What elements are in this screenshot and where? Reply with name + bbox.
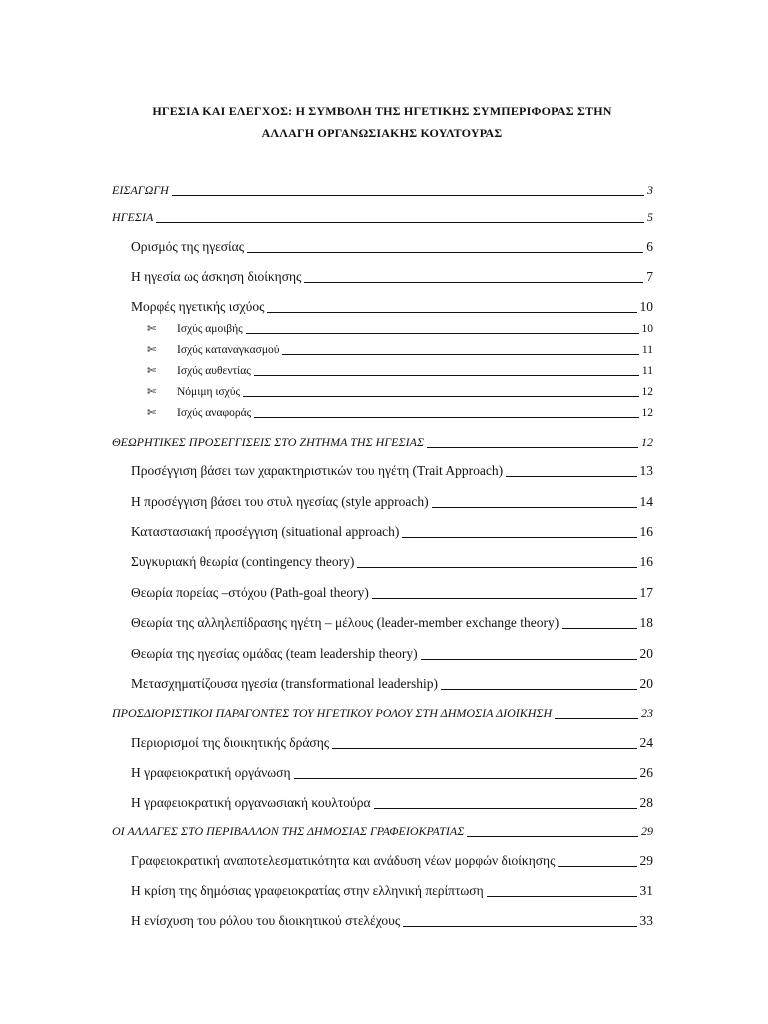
- toc-leader: [562, 628, 636, 629]
- toc-page-number: 29: [639, 853, 653, 868]
- toc-page-number: 31: [639, 883, 653, 898]
- toc-leader: [246, 333, 639, 334]
- toc-entry[interactable]: [131, 883, 653, 899]
- toc-entry-title: Ισχύς αναφοράς: [177, 407, 252, 419]
- toc-entry-title: Θεωρία της αλληλεπίδρασης ηγέτη – μέλους (leader-member exchange theory): [131, 615, 560, 630]
- toc-leader: [282, 354, 638, 355]
- toc-entry-title: Μορφές ηγετικής ισχύος: [131, 299, 265, 314]
- document-title-line-2: ΑΛΛΑΓΗ ΟΡΓΑΝΩΣΙΑΚΗΣ ΚΟΥΛΤΟΥΡΑΣ: [261, 126, 503, 140]
- toc-entry[interactable]: [147, 343, 653, 356]
- toc-entry-title: Η ενίσχυση του ρόλου του διοικητικού στελέχους: [131, 913, 401, 928]
- toc-page-number: 10: [641, 323, 653, 335]
- toc-entry-title: Περιορισμοί της διοικητικής δράσης: [131, 735, 330, 750]
- toc-leader: [294, 778, 637, 779]
- toc-entry[interactable]: [112, 210, 653, 225]
- toc-page-number: 13: [639, 463, 653, 478]
- scissors-icon: ✄: [147, 365, 157, 377]
- toc-leader: [372, 598, 637, 599]
- toc-entry[interactable]: [131, 646, 653, 662]
- toc-entry-title: Προσέγγιση βάσει των χαρακτηριστικών του ηγέτη (Trait Approach): [131, 463, 504, 478]
- toc-leader: [441, 689, 637, 690]
- toc-entry-title: Η ηγεσία ως άσκηση διοίκησης: [131, 269, 302, 284]
- toc-leader: [467, 836, 638, 837]
- toc-page-number: 3: [647, 183, 653, 197]
- toc-page-number: 7: [646, 269, 653, 284]
- toc-entry-title: Η γραφειοκρατική οργάνωση: [131, 765, 291, 780]
- toc-leader: [243, 396, 638, 397]
- toc-entry[interactable]: [147, 322, 653, 335]
- toc-page-number: 20: [639, 646, 653, 661]
- toc-entry[interactable]: [131, 494, 653, 510]
- toc-page-number: 14: [639, 494, 653, 509]
- toc-entry-title: Ορισμός της ηγεσίας: [131, 239, 245, 254]
- toc-entry[interactable]: [131, 524, 653, 540]
- toc-page-number: 12: [641, 407, 653, 419]
- toc-entry[interactable]: [147, 406, 653, 419]
- toc-entry[interactable]: [131, 615, 653, 631]
- toc-entry[interactable]: [131, 585, 653, 601]
- toc-entry[interactable]: [147, 364, 653, 377]
- toc-leader: [304, 282, 643, 283]
- document-title-line-1: ΗΓΕΣΙΑ ΚΑΙ ΕΛΕΓΧΟΣ: Η ΣΥΜΒΟΛΗ ΤΗΣ ΗΓΕΤΙΚΗΣ ΣΥΜΠΕΡΙΦΟΡΑΣ ΣΤΗΝ: [152, 104, 612, 118]
- toc-leader: [487, 896, 637, 897]
- toc-page-number: 11: [641, 344, 653, 356]
- toc-leader: [332, 748, 636, 749]
- toc-entry-title: Η κρίση της δημόσιας γραφειοκρατίας στην ελληνική περίπτωση: [131, 883, 484, 898]
- toc-entry[interactable]: [131, 269, 653, 285]
- toc-leader: [427, 447, 638, 448]
- toc-entry[interactable]: [112, 183, 653, 198]
- toc-page-number: 29: [641, 824, 653, 838]
- toc-entry-title: ΕΙΣΑΓΩΓΗ: [112, 183, 169, 197]
- toc-leader: [421, 659, 637, 660]
- toc-page-number: 26: [639, 765, 653, 780]
- toc-entry-title: ΗΓΕΣΙΑ: [112, 210, 154, 224]
- toc-entry-title: ΠΡΟΣΔΙΟΡΙΣΤΙΚΟΙ ΠΑΡΑΓΟΝΤΕΣ ΤΟΥ ΗΓΕΤΙΚΟΥ ΡΟΛΟΥ ΣΤΗ ΔΗΜΟΣΙΑ ΔΙΟΙΚΗΣΗ: [112, 706, 553, 720]
- toc-leader: [254, 375, 639, 376]
- toc-entry[interactable]: [131, 795, 653, 811]
- toc-page-number: 11: [641, 365, 653, 377]
- toc-entry[interactable]: [112, 435, 653, 450]
- toc-entry-title: ΘΕΩΡΗΤΙΚΕΣ ΠΡΟΣΕΓΓΙΣΕΙΣ ΣΤΟ ΖΗΤΗΜΑ ΤΗΣ ΗΓΕΣΙΑΣ: [112, 435, 425, 449]
- toc-entry[interactable]: [147, 385, 653, 398]
- toc-leader: [254, 417, 638, 418]
- toc-page-number: 24: [639, 735, 653, 750]
- toc-leader: [247, 252, 643, 253]
- toc-entry[interactable]: [131, 765, 653, 781]
- toc-leader: [374, 808, 637, 809]
- toc-page-number: 23: [641, 706, 653, 720]
- toc-leader: [432, 507, 637, 508]
- toc-entry[interactable]: [131, 853, 653, 869]
- toc-entry-title: Ισχύς αυθεντίας: [177, 365, 251, 377]
- toc-entry[interactable]: [131, 554, 653, 570]
- toc-leader: [402, 537, 636, 538]
- toc-entry-title: Θεωρία της ηγεσίας ομάδας (team leadership theory): [131, 646, 418, 661]
- toc-leader: [403, 926, 636, 927]
- toc-page-number: 33: [639, 913, 653, 928]
- toc-entry[interactable]: [112, 824, 653, 839]
- toc-entry-title: Ισχύς αμοιβής: [177, 323, 243, 335]
- toc-page-number: 12: [641, 435, 653, 449]
- toc-entry-title: Γραφειοκρατική αναποτελεσματικότητα και ανάδυση νέων μορφών διοίκησης: [131, 853, 556, 868]
- toc-entry[interactable]: [131, 913, 653, 929]
- toc-entry[interactable]: [131, 463, 653, 479]
- toc-leader: [172, 195, 644, 196]
- toc-page-number: 17: [639, 585, 653, 600]
- toc-page-number: 5: [647, 210, 653, 224]
- toc-entry-title: Θεωρία πορείας –στόχου (Path-goal theory): [131, 585, 369, 600]
- toc-leader: [357, 567, 636, 568]
- toc-leader: [555, 718, 638, 719]
- toc-leader: [267, 312, 636, 313]
- toc-entry-title: Η γραφειοκρατική οργανωσιακή κουλτούρα: [131, 795, 371, 810]
- toc-entry[interactable]: [131, 299, 653, 315]
- toc-entry[interactable]: [131, 735, 653, 751]
- toc-page-number: 10: [639, 299, 653, 314]
- toc-entry-title: Ισχύς καταναγκασμού: [177, 344, 280, 356]
- toc-page-number: 6: [646, 239, 653, 254]
- toc-page-number: 12: [641, 386, 653, 398]
- toc-leader: [156, 222, 644, 223]
- toc-entry-title: Η προσέγγιση βάσει του στυλ ηγεσίας (style approach): [131, 494, 429, 509]
- toc-page-number: 20: [639, 676, 653, 691]
- toc-page-number: 16: [639, 554, 653, 569]
- toc-leader: [506, 476, 636, 477]
- toc-entry[interactable]: [112, 706, 653, 721]
- toc-entry-title: Νόμιμη ισχύς: [177, 386, 241, 398]
- scissors-icon: ✄: [147, 407, 157, 419]
- toc-page-number: 16: [639, 524, 653, 539]
- toc-entry-title: Συγκυριακή θεωρία (contingency theory): [131, 554, 355, 569]
- toc-entry[interactable]: [131, 239, 653, 255]
- scissors-icon: ✄: [147, 323, 157, 335]
- toc-entry-title: Μετασχηματίζουσα ηγεσία (transformational leadership): [131, 676, 438, 691]
- toc-entry[interactable]: [131, 676, 653, 692]
- toc-entry-title: Καταστασιακή προσέγγιση (situational approach): [131, 524, 400, 539]
- scissors-icon: ✄: [147, 344, 157, 356]
- toc-page-number: 18: [639, 615, 653, 630]
- toc-entry-title: ΟΙ ΑΛΛΑΓΕΣ ΣΤΟ ΠΕΡΙΒΑΛΛΟΝ ΤΗΣ ΔΗΜΟΣΙΑΣ ΓΡΑΦΕΙΟΚΡΑΤΙΑΣ: [112, 824, 465, 838]
- scissors-icon: ✄: [147, 386, 157, 398]
- toc-leader: [558, 866, 636, 867]
- toc-page-number: 28: [639, 795, 653, 810]
